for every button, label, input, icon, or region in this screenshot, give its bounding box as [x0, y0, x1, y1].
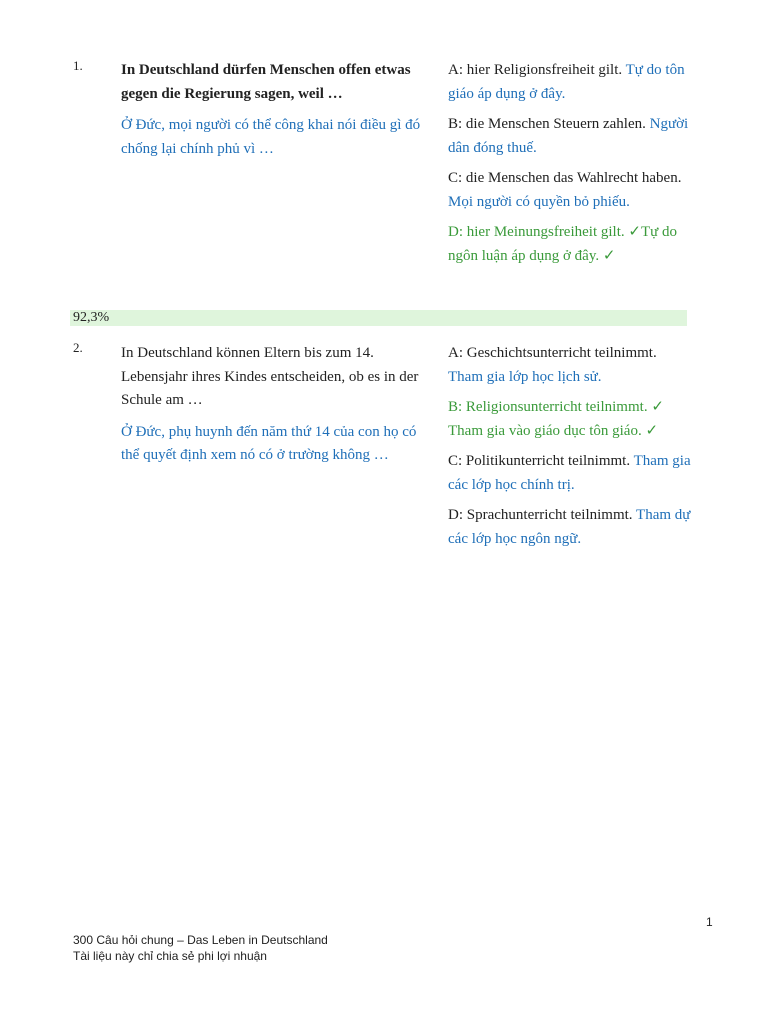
question-1 — [121, 59, 421, 161]
answer-d-correct — [448, 221, 693, 268]
question-text-de: In Deutschland dürfen Menschen offen etwas gegen die Regierung sagen, weil … — [121, 62, 411, 102]
answer-text-vi: Tham gia các lớp học chính trị. — [448, 453, 691, 493]
question-text-vi: Ở Đức, mọi người có thể công khai nói điều gì đó chống lại chính phủ vì … — [121, 117, 421, 157]
answer-text-de: D: Sprachunterricht teilnimmt. — [448, 507, 637, 523]
answers-1 — [448, 59, 693, 275]
answer-text-vi: ✓ Tham gia vào giáo dục tôn giáo. ✓ — [448, 399, 664, 439]
answer-b — [448, 113, 693, 160]
answer-text-de: C: Politikunterricht teilnimmt. — [448, 453, 634, 469]
footer-note: Tài liệu này chỉ chia sẻ phi lợi nhuận — [73, 949, 267, 963]
answer-text-de: D: hier Meinungsfreiheit gilt. ✓ — [448, 224, 641, 240]
answer-b-correct — [448, 396, 693, 443]
answer-text-vi: Tham gia lớp học lịch sử. — [448, 368, 602, 385]
answer-d — [448, 504, 693, 551]
answer-text-vi: Tham dự các lớp học ngôn ngữ. — [448, 507, 691, 547]
answer-text-vi: Người dân đóng thuế. — [448, 116, 689, 156]
question-text-de: In Deutschland können Eltern bis zum 14. Lebensjahr ihres Kindes entscheiden, ob es in der Schule am … — [121, 345, 419, 408]
answer-c — [448, 167, 693, 214]
question-number: 2. — [73, 340, 83, 355]
success-rate-bar: 92,3% — [70, 310, 687, 326]
question-number: 1. — [73, 58, 83, 73]
answer-text-de: C: die Menschen das Wahlrecht haben. — [448, 170, 682, 186]
answer-text-vi: Mọi người có quyền bỏ phiếu. — [448, 193, 630, 210]
footer-title: 300 Câu hỏi chung – Das Leben in Deutschland — [73, 933, 328, 947]
page-number: 1 — [706, 915, 713, 929]
question-text-vi: Ở Đức, phụ huynh đến năm thứ 14 của con họ có thể quyết định xem nó có ở trường không … — [121, 423, 417, 463]
answer-c — [448, 450, 693, 497]
answer-a — [448, 342, 693, 389]
answers-2 — [448, 342, 693, 558]
answer-text-de: A: hier Religionsfreiheit gilt. — [448, 62, 626, 78]
answer-a — [448, 59, 693, 106]
answer-text-de: A: Geschichtsunterricht teilnimmt. — [448, 345, 657, 361]
answer-text-de: B: die Menschen Steuern zahlen. — [448, 116, 650, 132]
answer-text-vi: Tự do ngôn luận áp dụng ở đây. ✓ — [448, 224, 677, 264]
question-2 — [121, 342, 421, 468]
footer — [73, 932, 328, 964]
answer-text-vi: Tự do tôn giáo áp dụng ở đây. — [448, 62, 685, 102]
answer-text-de: B: Religionsunterricht teilnimmt. — [448, 399, 652, 415]
